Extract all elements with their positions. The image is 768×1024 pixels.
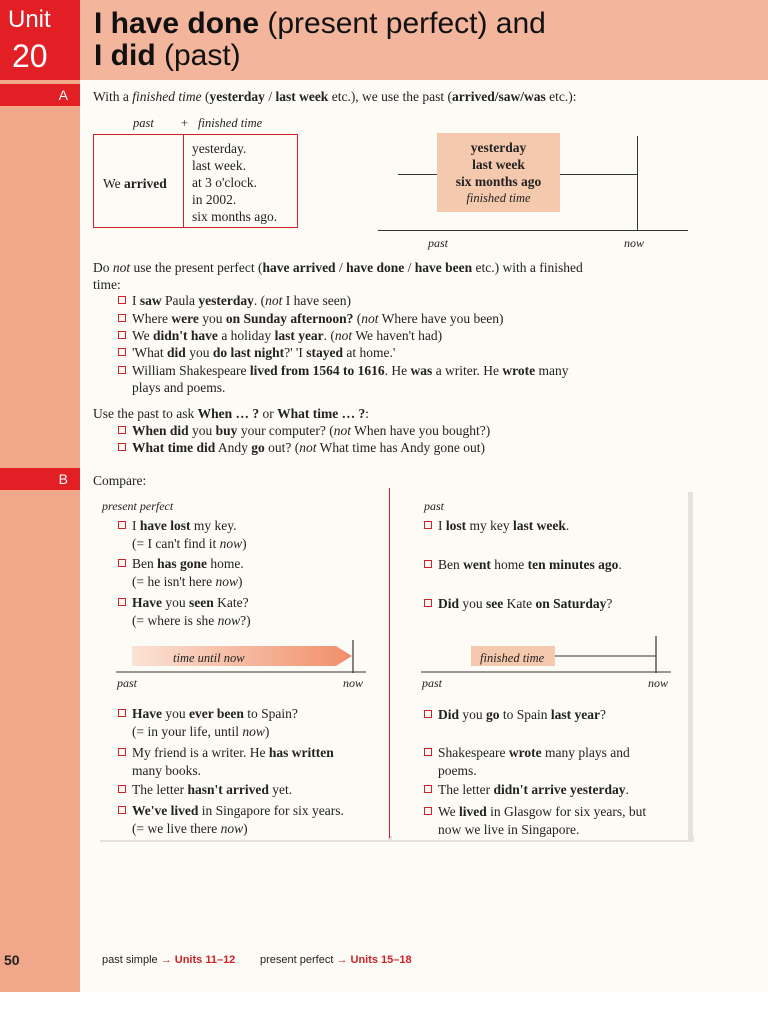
italic-run: now: [242, 724, 265, 739]
bold-run: do last night: [212, 345, 285, 360]
bold-run: on Sunday afternoon?: [225, 311, 354, 326]
text-run: Kate?: [213, 595, 249, 610]
intro-text: (: [201, 89, 210, 104]
example-item: [424, 803, 646, 820]
rule-text: /: [335, 260, 347, 275]
now-marker: [637, 136, 638, 231]
text-run: What time has Andy gone out): [316, 440, 486, 455]
italic-run: not: [361, 311, 379, 326]
text-run: (= I can't find it: [132, 536, 220, 551]
text-run: you: [459, 707, 487, 722]
title-line1-rest: (present perfect) and: [259, 7, 546, 40]
text-run: Ben: [132, 556, 158, 571]
text-run: (= where is she: [132, 613, 218, 628]
example-note: [132, 535, 247, 552]
text-run: I: [132, 293, 140, 308]
intro-yesterday: yesterday: [209, 89, 265, 104]
bold-run: lived from 1564 to 1616: [249, 363, 385, 378]
example-item: [424, 781, 629, 798]
bullet-square-icon: [118, 296, 126, 304]
bullet-square-icon: [118, 598, 126, 606]
example-item: [424, 706, 606, 723]
text-run: ?' 'I: [284, 345, 307, 360]
text-run: ): [238, 574, 243, 589]
example-item: [118, 705, 298, 722]
time-item: last week.: [192, 158, 246, 173]
left-past-label: past: [117, 676, 138, 690]
text-run: Andy: [215, 440, 252, 455]
text-run: The letter: [438, 782, 494, 797]
text-run: home: [490, 557, 528, 572]
rule-text: Do: [93, 260, 113, 275]
left-now-label: now: [343, 676, 364, 690]
text-run: many plays and: [541, 745, 630, 760]
text-run: you: [162, 595, 189, 610]
right-past-label: past: [422, 676, 443, 690]
units-link[interactable]: Units 11–12: [174, 954, 236, 966]
intro-text: etc.):: [545, 89, 577, 104]
text-run: Paula: [161, 293, 199, 308]
italic-run: now: [215, 574, 239, 589]
text-run: The letter: [132, 782, 188, 797]
unit-badge: [0, 0, 80, 80]
page-number: 50: [4, 952, 20, 968]
page-title: [94, 8, 546, 72]
left-heading: present perfect: [102, 499, 174, 513]
finished-time-table: [93, 134, 298, 228]
text-run: in Glasgow for six years, but: [486, 804, 647, 819]
panel-divider: [389, 488, 390, 838]
bold-run: see: [486, 596, 504, 611]
text-run: you: [188, 423, 216, 438]
timeline-last-week: last week: [472, 157, 525, 172]
intro-text: /: [264, 89, 276, 104]
text-run: (= we live there: [132, 821, 221, 836]
rule-text: use the present perfect (: [130, 260, 263, 275]
text-run: many: [535, 363, 569, 378]
table-heading-past: past: [133, 116, 154, 130]
bold-run: saw: [139, 293, 162, 308]
timeline-yesterday: yesterday: [470, 140, 527, 155]
example-item: [424, 595, 612, 612]
example-note: [132, 573, 243, 590]
text-run: I: [438, 518, 446, 533]
example-note: [438, 821, 579, 838]
italic-run: not: [334, 328, 353, 343]
bold-run: stayed: [306, 345, 343, 360]
ask-what-time: What time … ?: [277, 406, 366, 421]
text-run: out? (: [264, 440, 300, 455]
example-note: [132, 723, 269, 740]
intro-text: etc.), we use the past (: [328, 89, 453, 104]
text-run: (= in your life, until: [132, 724, 243, 739]
footer-ref-1: [102, 954, 235, 966]
finished-time-box: [437, 133, 560, 212]
bullet-square-icon: [424, 807, 432, 815]
time-item: in 2002.: [192, 192, 237, 207]
bullet-square-icon: [118, 366, 126, 374]
italic-run: now: [220, 821, 244, 836]
section-a-tab: A: [0, 84, 80, 106]
section-b-tab: B: [0, 468, 80, 490]
bullet-square-icon: [118, 314, 126, 322]
text-run: many books.: [132, 763, 201, 778]
bold-run: Did: [438, 707, 460, 722]
finished-time-bar: [421, 636, 673, 676]
panel-shadow-right: [688, 492, 693, 840]
section-a-intro: [93, 88, 577, 105]
table-heading-finished: finished time: [198, 116, 263, 130]
footer-ref-2: [260, 954, 412, 966]
text-run: I: [132, 518, 140, 533]
bold-run: didn't have: [153, 328, 218, 343]
bold-run: ever been: [189, 706, 244, 721]
bold-run: Have: [132, 706, 162, 721]
title-line2-bold: I did: [94, 39, 156, 72]
bullet-square-icon: [118, 443, 126, 451]
bold-run: wrote: [508, 745, 542, 760]
ask-text: :: [365, 406, 370, 421]
bold-run: on Saturday: [535, 596, 607, 611]
bullet-square-icon: [118, 426, 126, 434]
example-item: [424, 744, 630, 761]
bold-run: wrote: [502, 363, 536, 378]
title-line2-rest: (past): [155, 39, 241, 72]
time-item: yesterday.: [192, 141, 247, 156]
text-run: My friend is a writer. He: [132, 745, 269, 760]
bullet-square-icon: [118, 806, 126, 814]
bold-run: has written: [268, 745, 334, 760]
table-divider: [183, 135, 184, 227]
italic-run: not: [265, 293, 283, 308]
text-run: in Singapore for six years.: [198, 803, 344, 818]
text-run: my key: [466, 518, 513, 533]
unit-word: Unit: [8, 6, 51, 33]
bullet-square-icon: [424, 599, 432, 607]
bold-run: We've lived: [132, 803, 199, 818]
right-heading: past: [424, 499, 445, 513]
example-item: [424, 556, 622, 573]
intro-finished-time: finished time: [132, 89, 202, 104]
text-run: home.: [207, 556, 244, 571]
example-item: [118, 327, 442, 344]
text-run: .: [618, 557, 622, 572]
ref-text: present perfect: [260, 954, 334, 966]
example-item: [118, 362, 569, 379]
text-run: . He: [384, 363, 411, 378]
text-run: Where: [132, 311, 172, 326]
example-item: [118, 439, 485, 456]
text-run: (= he isn't here: [132, 574, 216, 589]
rule-have-been: have been: [414, 260, 473, 275]
text-run: Shakespeare: [438, 745, 509, 760]
finished-time-label: finished time: [480, 651, 545, 665]
bold-run: lost: [445, 518, 467, 533]
bullet-square-icon: [424, 748, 432, 756]
bullet-square-icon: [118, 348, 126, 356]
text-run: Kate: [503, 596, 536, 611]
text-run: you: [185, 345, 213, 360]
example-item: [118, 744, 334, 761]
bold-run: go: [486, 707, 500, 722]
rule-have-done: have done: [346, 260, 405, 275]
bold-run: ten minutes ago: [527, 557, 619, 572]
example-item: [118, 310, 503, 327]
bold-run: did: [167, 345, 186, 360]
text-run: (: [353, 311, 362, 326]
sidebar-strip: [0, 0, 80, 992]
rule-text: etc.) with a finished: [472, 260, 583, 275]
text-run: to Spain?: [243, 706, 298, 721]
rule-not: not: [112, 260, 131, 275]
rule-have-arrived: have arrived: [262, 260, 336, 275]
text-run: We haven't had): [352, 328, 443, 343]
text-run: We: [438, 804, 460, 819]
compare-label: Compare:: [93, 473, 147, 488]
bullet-square-icon: [424, 785, 432, 793]
rule-line-1: [93, 259, 583, 276]
italic-run: now: [217, 613, 241, 628]
timeline-six-months: six months ago: [455, 174, 542, 189]
example-item: [118, 422, 490, 439]
time-until-now-label: time until now: [173, 651, 245, 665]
bold-run: didn't arrive yesterday: [493, 782, 626, 797]
bold-run: has gone: [157, 556, 208, 571]
timeline-past-label: past: [428, 236, 449, 250]
time-item: at 3 o'clock.: [192, 175, 258, 190]
arrow-icon: →: [336, 954, 348, 966]
text-run: your computer? (: [237, 423, 334, 438]
bold-run: buy: [215, 423, 238, 438]
bold-run: were: [171, 311, 199, 326]
example-item: [118, 802, 344, 819]
table-heading-plus: +: [181, 116, 189, 130]
text-run: I have seen): [282, 293, 351, 308]
ask-line: [93, 405, 369, 422]
text-run: William Shakespeare: [132, 363, 250, 378]
bold-run: When did: [132, 423, 189, 438]
text-run: We: [132, 328, 154, 343]
example-continuation: plays and poems.: [132, 380, 226, 395]
bold-run: went: [463, 557, 491, 572]
bullet-square-icon: [118, 748, 126, 756]
time-item: six months ago.: [192, 209, 278, 224]
title-line1-bold: I have done: [94, 7, 260, 40]
table-subject: [103, 175, 167, 192]
text-run: now we live in Singapore.: [438, 822, 580, 837]
timeline-tick-left: [398, 174, 437, 175]
example-item: [118, 292, 351, 309]
example-item: [118, 517, 237, 534]
example-item: [118, 344, 395, 361]
text-run: ?: [600, 707, 607, 722]
text-run: to Spain: [499, 707, 551, 722]
ask-when: When … ?: [197, 406, 260, 421]
text-run: a holiday: [217, 328, 275, 343]
bold-run: last year: [274, 328, 324, 343]
subject-we: We: [103, 176, 125, 191]
example-item: [424, 517, 569, 534]
bullet-square-icon: [424, 560, 432, 568]
text-run: .: [565, 518, 570, 533]
right-now-label: now: [648, 676, 669, 690]
text-run: . (: [323, 328, 335, 343]
text-run: ?: [606, 596, 613, 611]
bold-run: was: [410, 363, 433, 378]
text-run: Ben: [438, 557, 464, 572]
intro-text: With a: [93, 89, 133, 104]
bold-run: Did: [438, 596, 460, 611]
italic-run: now: [219, 536, 243, 551]
bold-run: lived: [459, 804, 487, 819]
text-run: .: [625, 782, 629, 797]
intro-last-week: last week: [275, 89, 329, 104]
text-run: When have you bought?): [351, 423, 491, 438]
text-run: 'What: [132, 345, 168, 360]
bullet-square-icon: [118, 709, 126, 717]
ask-text: Use the past to ask: [93, 406, 198, 421]
bold-run: Have: [132, 595, 162, 610]
bullet-square-icon: [118, 559, 126, 567]
timeline-axis: [378, 230, 688, 231]
verb-arrived: arrived: [124, 176, 167, 191]
bold-run: go: [251, 440, 265, 455]
text-run: you: [198, 311, 226, 326]
text-run: a writer. He: [432, 363, 503, 378]
bullet-square-icon: [118, 521, 126, 529]
bullet-square-icon: [118, 331, 126, 339]
intro-verbs: arrived/saw/was: [452, 89, 546, 104]
text-run: my key.: [190, 518, 237, 533]
italic-run: not: [333, 423, 352, 438]
text-run: ): [242, 536, 247, 551]
text-run: ?): [240, 613, 251, 628]
example-item: [118, 781, 292, 798]
bold-run: yesterday: [198, 293, 254, 308]
bullet-square-icon: [424, 521, 432, 529]
text-run: you: [459, 596, 487, 611]
rule-text: /: [404, 260, 415, 275]
text-run: at home.': [342, 345, 396, 360]
text-run: ): [264, 724, 270, 739]
example-note: [132, 612, 251, 629]
example-item: [118, 594, 249, 611]
arrow-icon: →: [160, 954, 172, 966]
text-run: poems.: [438, 763, 477, 778]
text-run: yet.: [268, 782, 293, 797]
rule-line-2: time:: [93, 277, 121, 292]
text-run: you: [162, 706, 189, 721]
bold-run: seen: [189, 595, 214, 610]
example-note: [438, 762, 477, 779]
example-item: [118, 555, 244, 572]
header-band: [80, 0, 768, 80]
timeline-caption: finished time: [466, 191, 531, 205]
italic-run: not: [299, 440, 317, 455]
unit-number: 20: [12, 38, 48, 74]
bold-run: have lost: [139, 518, 191, 533]
bold-run: hasn't arrived: [187, 782, 269, 797]
bold-run: last year: [550, 707, 601, 722]
timeline-now-label: now: [624, 236, 645, 250]
units-link[interactable]: Units 15–18: [350, 954, 412, 966]
example-note: [132, 820, 248, 837]
ref-text: past simple: [102, 954, 158, 966]
example-note: [132, 762, 201, 779]
timeline-tick-right: [560, 174, 637, 175]
bullet-square-icon: [424, 710, 432, 718]
text-run: . (: [253, 293, 266, 308]
bullet-square-icon: [118, 785, 126, 793]
bold-run: What time did: [132, 440, 216, 455]
ask-text: or: [259, 406, 278, 421]
bold-run: last week: [513, 518, 566, 533]
text-run: ): [243, 821, 248, 836]
text-run: Where have you been): [378, 311, 504, 326]
